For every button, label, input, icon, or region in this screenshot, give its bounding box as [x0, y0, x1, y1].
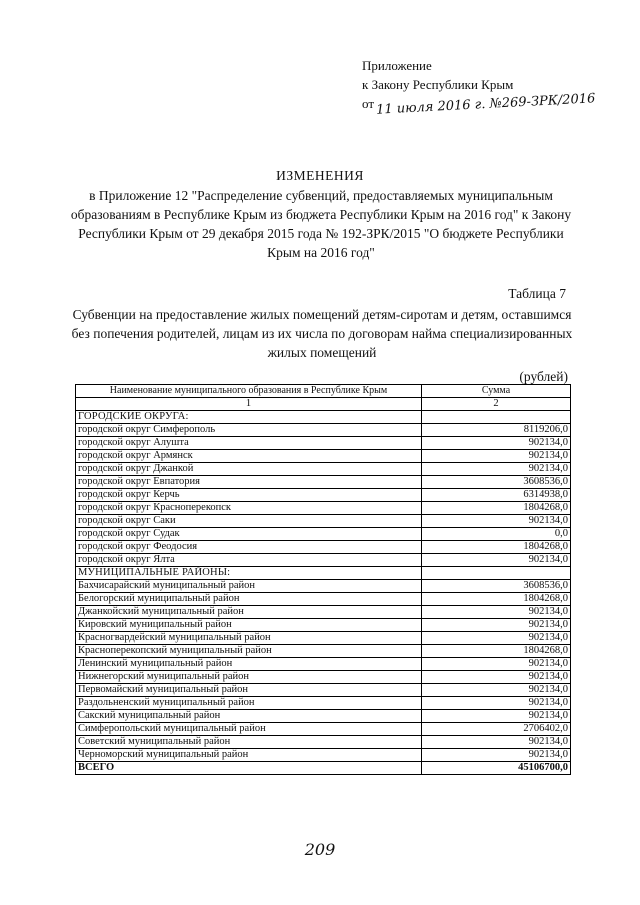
section-label: МУНИЦИПАЛЬНЫЕ РАЙОНЫ: — [76, 567, 422, 580]
section-row-city — [76, 411, 571, 424]
table-row — [76, 437, 571, 450]
header-sum: Сумма — [421, 385, 570, 398]
total-row — [76, 762, 571, 775]
row-name: Джанкойский муниципальный район — [76, 606, 422, 619]
row-name: Первомайский муниципальный район — [76, 684, 422, 697]
row-sum: 0,0 — [421, 528, 570, 541]
row-name: Кировский муниципальный район — [76, 619, 422, 632]
row-name: городской округ Джанкой — [76, 463, 422, 476]
table-row — [76, 606, 571, 619]
table-row — [76, 684, 571, 697]
row-sum: 902134,0 — [421, 437, 570, 450]
row-sum: 902134,0 — [421, 606, 570, 619]
row-name: Советский муниципальный район — [76, 736, 422, 749]
appendix-law: к Закону Республики Крым — [362, 77, 514, 92]
table-header-row — [76, 385, 571, 398]
table-row — [76, 489, 571, 502]
row-sum: 902134,0 — [421, 515, 570, 528]
row-name: Симферопольский муниципальный район — [76, 723, 422, 736]
subsidy-table — [75, 384, 571, 775]
table-row — [76, 463, 571, 476]
table-number: Таблица 7 — [508, 286, 566, 301]
row-sum: 902134,0 — [421, 463, 570, 476]
row-sum: 902134,0 — [421, 671, 570, 684]
section-row-district — [76, 567, 571, 580]
row-name: городской округ Керчь — [76, 489, 422, 502]
row-name: Черноморский муниципальный район — [76, 749, 422, 762]
row-sum: 902134,0 — [421, 697, 570, 710]
row-name: городской округ Армянск — [76, 450, 422, 463]
row-sum: 902134,0 — [421, 619, 570, 632]
row-sum: 1804268,0 — [421, 593, 570, 606]
table-row — [76, 424, 571, 437]
row-sum: 1804268,0 — [421, 645, 570, 658]
table-row — [76, 671, 571, 684]
row-name: городской округ Феодосия — [76, 541, 422, 554]
table-row — [76, 476, 571, 489]
row-sum: 2706402,0 — [421, 723, 570, 736]
row-sum: 902134,0 — [421, 450, 570, 463]
row-sum: 902134,0 — [421, 736, 570, 749]
row-sum: 8119206,0 — [421, 424, 570, 437]
changes-description: в Приложение 12 "Распределение субвенций, предоставляемых муниципальным образованиям в Республике Крым из бюджета Республики Крым на 2016 год" к Закону Республики Крым от 29 декабря 2015 года № 192-ЗРК/2015 "О бюджете Республики Крым на 2016 год" — [70, 188, 572, 260]
row-name: Раздольненский муниципальный район — [76, 697, 422, 710]
table-row — [76, 710, 571, 723]
row-sum: 902134,0 — [421, 684, 570, 697]
row-name: Красногвардейский муниципальный район — [76, 632, 422, 645]
total-sum: 45106700,0 — [421, 762, 570, 775]
page-number: 209 — [304, 840, 336, 859]
row-sum: 1804268,0 — [421, 541, 570, 554]
row-sum: 902134,0 — [421, 710, 570, 723]
section-empty-cell — [421, 567, 570, 580]
row-name: Бахчисарайский муниципальный район — [76, 580, 422, 593]
row-sum: 902134,0 — [421, 658, 570, 671]
table-row — [76, 593, 571, 606]
table-row — [76, 697, 571, 710]
handwritten-date: 11 июля 2016 г. №269-ЗРК/2016 — [375, 91, 596, 118]
table-row — [76, 450, 571, 463]
row-name: Ленинский муниципальный район — [76, 658, 422, 671]
table-row — [76, 723, 571, 736]
row-name: Нижнегорский муниципальный район — [76, 671, 422, 684]
table-row — [76, 502, 571, 515]
row-name: городской округ Саки — [76, 515, 422, 528]
row-sum: 6314938,0 — [421, 489, 570, 502]
changes-title: ИЗМЕНЕНИЯ — [276, 168, 364, 183]
row-sum: 902134,0 — [421, 749, 570, 762]
table-row — [76, 658, 571, 671]
row-sum: 1804268,0 — [421, 502, 570, 515]
table-subtitle: Субвенции на предоставление жилых помещений детям-сиротам и детям, оставшимся без попечения родителей, лицам из их числа по договорам найма специализированных жилых помещений — [71, 307, 573, 360]
table-row — [76, 749, 571, 762]
table-row — [76, 528, 571, 541]
table-index-row — [76, 398, 571, 411]
appendix-date-line — [362, 91, 596, 118]
row-sum: 902134,0 — [421, 632, 570, 645]
appendix-title: Приложение — [362, 58, 432, 73]
row-sum: 3608536,0 — [421, 476, 570, 489]
table-row — [76, 619, 571, 632]
table-row — [76, 541, 571, 554]
section-label: ГОРОДСКИЕ ОКРУГА: — [76, 411, 422, 424]
row-name: городской округ Евпатория — [76, 476, 422, 489]
row-sum: 902134,0 — [421, 554, 570, 567]
table-row — [76, 632, 571, 645]
row-name: Красноперекопский муниципальный район — [76, 645, 422, 658]
appendix-header — [362, 56, 596, 118]
table-row — [76, 580, 571, 593]
appendix-date-prefix: от — [362, 96, 375, 111]
total-label: ВСЕГО — [76, 762, 422, 775]
table-row — [76, 736, 571, 749]
section-empty-cell — [421, 411, 570, 424]
header-name: Наименование муниципального образования в Республике Крым — [76, 385, 422, 398]
table-row — [76, 645, 571, 658]
row-name: городской округ Алушта — [76, 437, 422, 450]
row-name: Белогорский муниципальный район — [76, 593, 422, 606]
index-col-2: 2 — [421, 398, 570, 411]
index-col-1: 1 — [76, 398, 422, 411]
row-name: городской округ Симферополь — [76, 424, 422, 437]
row-name: городской округ Судак — [76, 528, 422, 541]
table-row — [76, 515, 571, 528]
row-name: Сакский муниципальный район — [76, 710, 422, 723]
row-name: городской округ Ялта — [76, 554, 422, 567]
table-row — [76, 554, 571, 567]
row-name: городской округ Красноперекопск — [76, 502, 422, 515]
row-sum: 3608536,0 — [421, 580, 570, 593]
units-label: (рублей) — [519, 369, 568, 384]
